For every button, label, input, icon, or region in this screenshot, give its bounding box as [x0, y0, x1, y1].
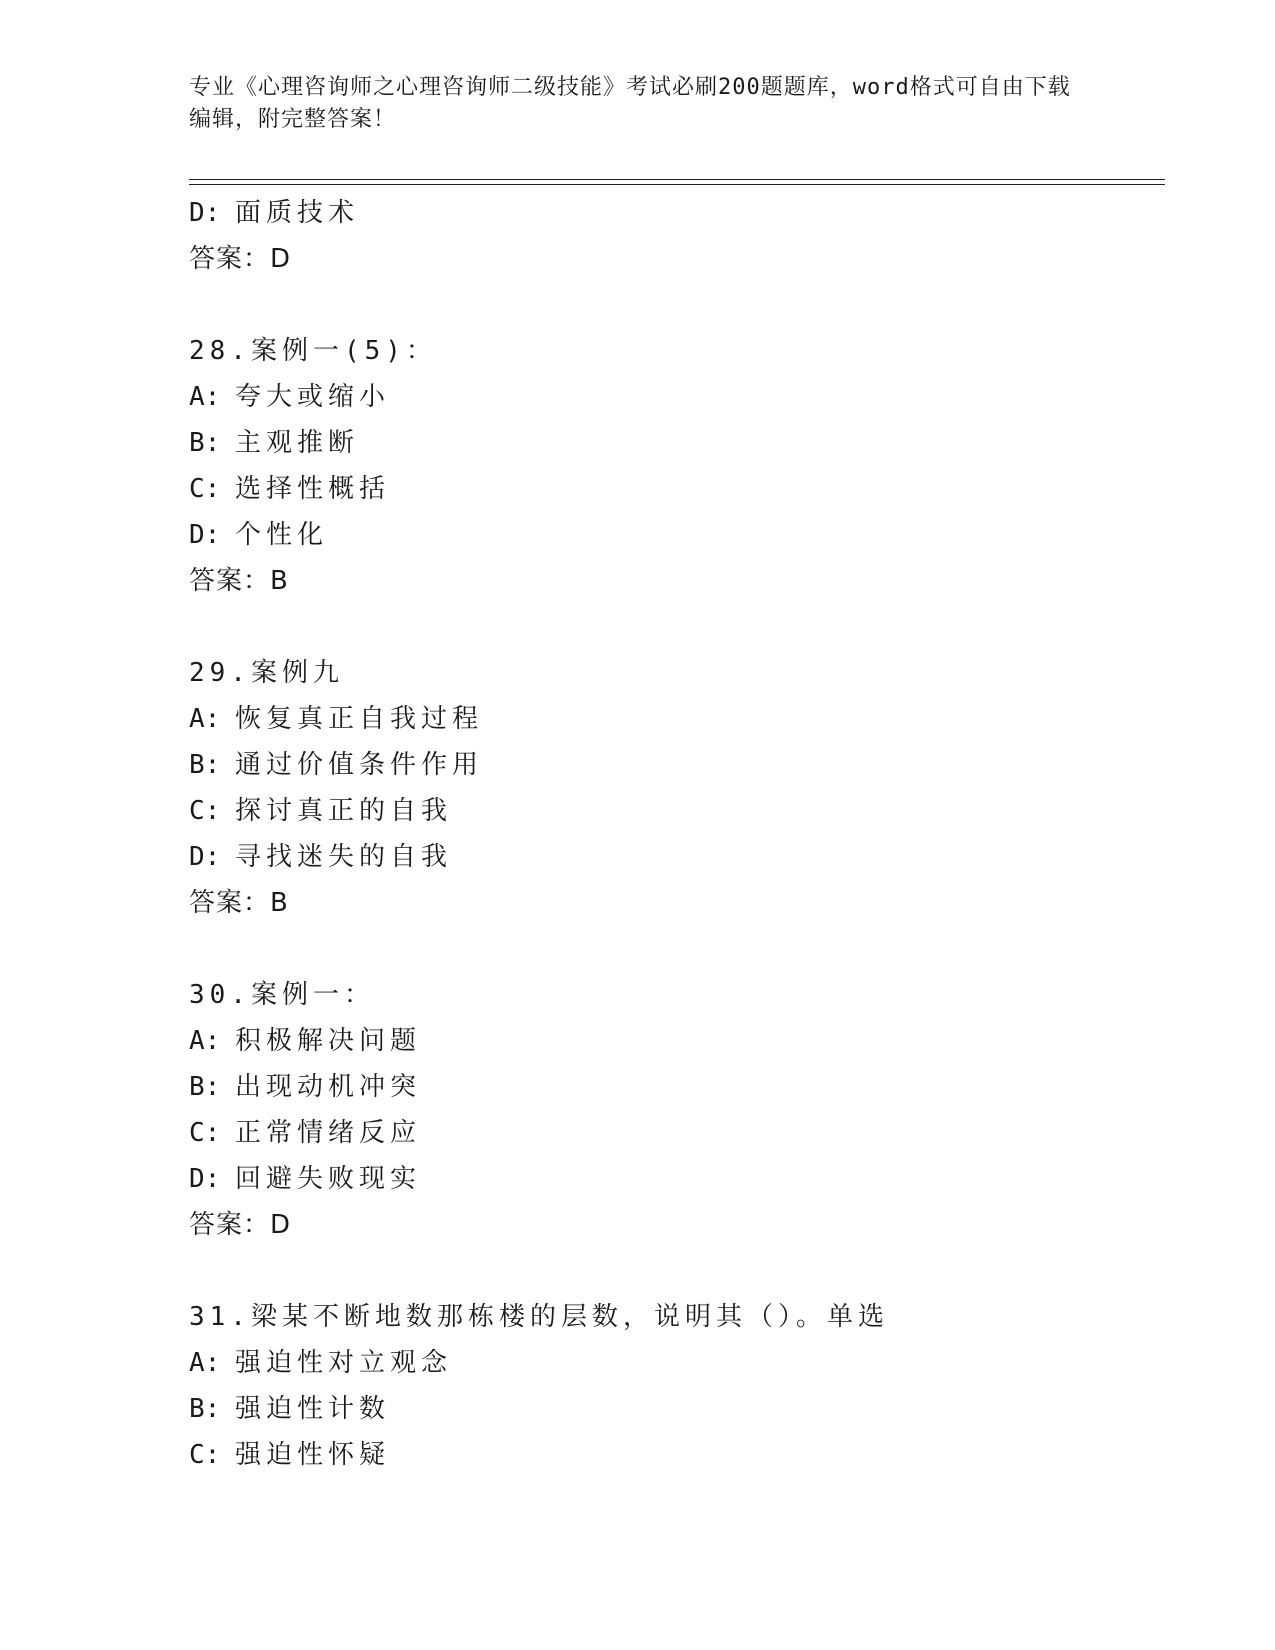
- option-text: 出现动机冲突: [235, 1072, 422, 1102]
- spacer: [189, 926, 1165, 972]
- option-line: [189, 190, 1165, 236]
- answer-line: 答案：D: [189, 1210, 292, 1240]
- option-text: 强迫性计数: [235, 1394, 391, 1424]
- option-text: 面质技术: [235, 198, 360, 228]
- option-key: A:: [189, 1026, 221, 1056]
- option-text: 个性化: [235, 520, 329, 550]
- option-text: 恢复真正自我过程: [235, 704, 484, 734]
- answer-line: 答案：B: [189, 566, 289, 596]
- option-key: B:: [189, 1072, 221, 1102]
- question-stem: 30.案例一：: [189, 980, 375, 1010]
- option-key: A:: [189, 1348, 221, 1378]
- option-key: B:: [189, 1394, 221, 1424]
- option-key: D:: [189, 842, 221, 872]
- option-line: [189, 1156, 1165, 1202]
- option-line: [189, 1064, 1165, 1110]
- answer-line: 答案：D: [189, 244, 292, 274]
- option-key: C:: [189, 1440, 221, 1470]
- option-line: [189, 788, 1165, 834]
- spacer: [189, 1248, 1165, 1294]
- option-key: C:: [189, 1118, 221, 1148]
- option-line: [189, 1018, 1165, 1064]
- option-line: [189, 512, 1165, 558]
- option-key: B:: [189, 750, 221, 780]
- option-text: 通过价值条件作用: [235, 750, 484, 780]
- option-text: 强迫性对立观念: [235, 1348, 453, 1378]
- option-line: [189, 420, 1165, 466]
- option-line: [189, 1340, 1165, 1386]
- option-key: D:: [189, 198, 221, 228]
- option-text: 主观推断: [235, 428, 360, 458]
- option-text: 强迫性怀疑: [235, 1440, 391, 1470]
- option-line: [189, 1432, 1165, 1478]
- question-stem: 28.案例一(5)：: [189, 336, 437, 366]
- option-key: C:: [189, 796, 221, 826]
- header-divider-bottom: [189, 184, 1165, 185]
- answer-line: 答案：B: [189, 888, 289, 918]
- spacer: [189, 604, 1165, 650]
- document-header: 专业《心理咨询师之心理咨询师二级技能》考试必刷200题题库，word格式可自由下载编辑，附完整答案！: [189, 75, 1071, 132]
- option-line: [189, 834, 1165, 880]
- option-key: D:: [189, 1164, 221, 1194]
- option-line: [189, 466, 1165, 512]
- option-line: [189, 1110, 1165, 1156]
- option-text: 夸大或缩小: [235, 382, 391, 412]
- question-stem: 29.案例九: [189, 658, 344, 688]
- option-line: [189, 374, 1165, 420]
- spacer: [189, 282, 1165, 328]
- option-key: A:: [189, 704, 221, 734]
- option-key: B:: [189, 428, 221, 458]
- question-list: [189, 190, 1165, 1478]
- option-text: 寻找迷失的自我: [235, 842, 453, 872]
- question-stem: 31.梁某不断地数那栋楼的层数，说明其（）。单选: [189, 1302, 889, 1332]
- option-text: 回避失败现实: [235, 1164, 422, 1194]
- option-line: [189, 742, 1165, 788]
- option-key: C:: [189, 474, 221, 504]
- option-key: A:: [189, 382, 221, 412]
- header-divider-top: [189, 179, 1165, 180]
- option-text: 正常情绪反应: [235, 1118, 422, 1148]
- option-line: [189, 1386, 1165, 1432]
- option-line: [189, 696, 1165, 742]
- option-text: 积极解决问题: [235, 1026, 422, 1056]
- option-text: 选择性概括: [235, 474, 391, 504]
- option-text: 探讨真正的自我: [235, 796, 453, 826]
- option-key: D:: [189, 520, 221, 550]
